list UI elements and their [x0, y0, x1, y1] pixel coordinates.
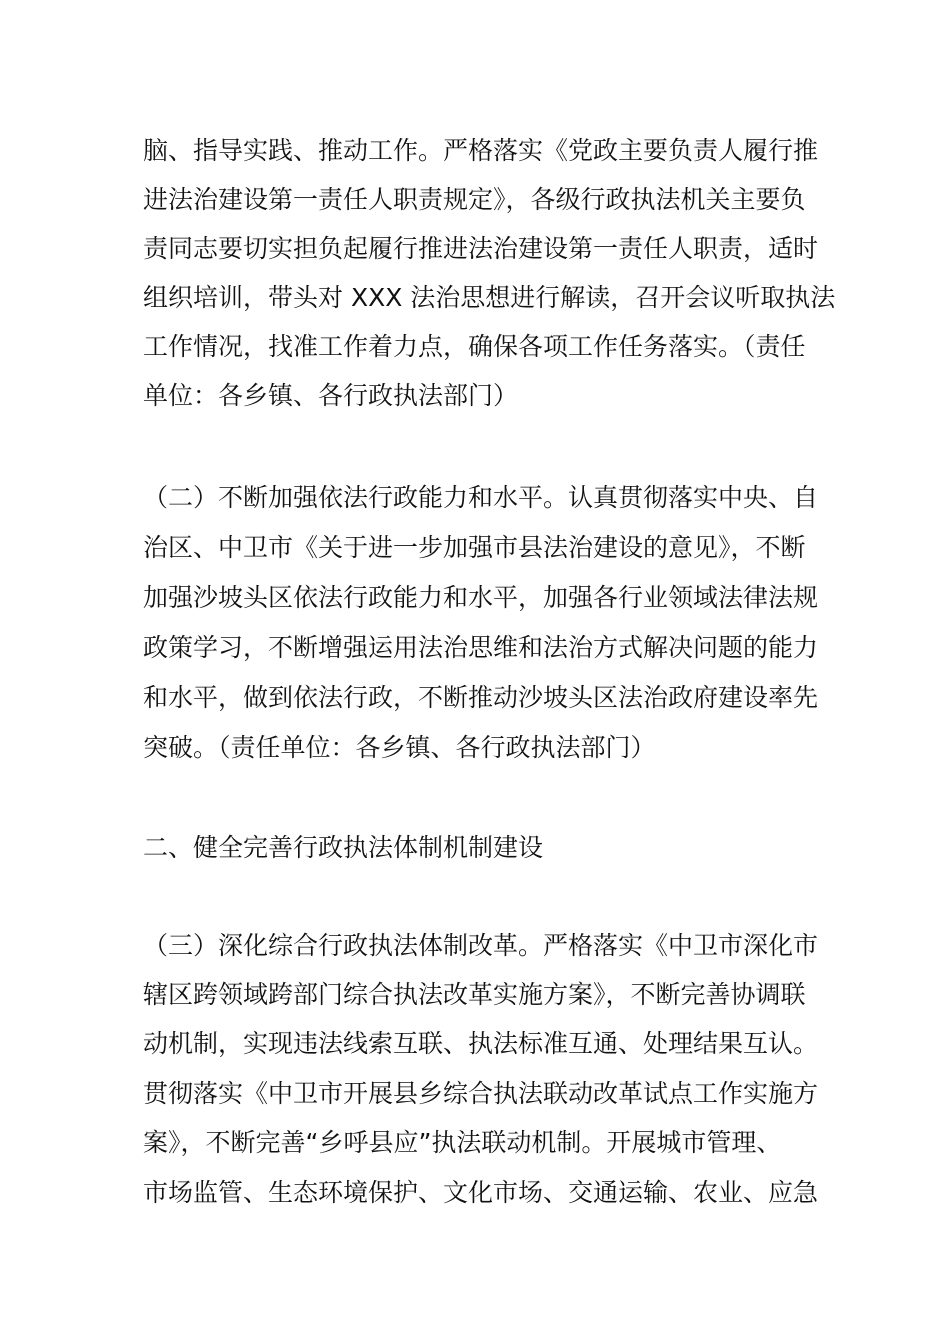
text-line: 动机制，实现违法线索互联、执法标准互通、处理结果互认。	[143, 1029, 819, 1058]
text-line: 进法治建设第一责任人职责规定》，各级行政执法机关主要负	[143, 185, 806, 214]
section-heading: 二、健全完善行政执法体制机制建设	[143, 833, 544, 862]
text-line: 组织培训，带头对 XXX 法治思想进行解读，召开会议听取执法	[143, 283, 836, 312]
text-line: 突破。（责任单位：各乡镇、各行政执法部门）	[143, 733, 656, 762]
text-line: 案》，不断完善“乡呼县应”执法联动机制。开展城市管理、	[143, 1128, 782, 1157]
text-line: 责同志要切实担负起履行推进法治建设第一责任人职责，适时	[143, 234, 819, 263]
text-line: 治区、中卫市《关于进一步加强市县法治建设的意见》，不断	[143, 533, 806, 562]
text-line: 工作情况，找准工作着力点，确保各项工作任务落实。（责任	[143, 332, 806, 361]
text-line: （三）深化综合行政执法体制改革。严格落实《中卫市深化市	[143, 931, 819, 960]
text-line: 政策学习，不断增强运用法治思维和法治方式解决问题的能力	[143, 633, 819, 662]
text-line: 和水平，做到依法行政，不断推动沙坡头区法治政府建设率先	[143, 683, 819, 712]
text-line: 辖区跨领域跨部门综合执法改革实施方案》，不断完善协调联	[143, 980, 806, 1009]
text-line: 加强沙坡头区依法行政能力和水平，加强各行业领域法律法规	[143, 583, 819, 612]
text-line: （二）不断加强依法行政能力和水平。认真贯彻落实中央、自	[143, 483, 819, 512]
text-line: 市场监管、生态环境保护、文化市场、交通运输、农业、应急	[143, 1178, 819, 1207]
text-line: 脑、指导实践、推动工作。严格落实《党政主要负责人履行推	[143, 136, 819, 165]
text-line: 贯彻落实《中卫市开展县乡综合执法联动改革试点工作实施方	[143, 1079, 819, 1108]
text-line: 单位：各乡镇、各行政执法部门）	[143, 381, 519, 410]
